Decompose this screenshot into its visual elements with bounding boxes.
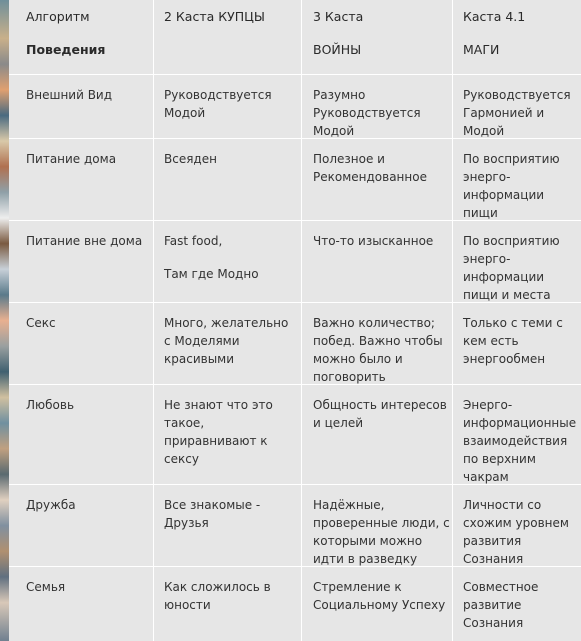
table-cell: [313, 314, 443, 386]
table-cell: [463, 86, 571, 140]
header-warriors-cell: [313, 8, 363, 59]
table-cell: [313, 578, 445, 614]
cell-line: юности: [164, 598, 211, 612]
cell-line: Все знакомые -: [164, 498, 261, 512]
cell-line: информации: [463, 270, 545, 284]
cell-line: Много, желательно: [164, 316, 289, 330]
cell-line: проверенные люди, с: [313, 516, 450, 530]
cell-line: пищи и места: [463, 288, 551, 302]
column-divider: [452, 0, 453, 641]
cell-line: Не знают что это: [164, 398, 273, 412]
cell-line: Сознания: [463, 552, 524, 566]
row-divider: [9, 74, 581, 75]
cell-line: побед. Важно чтобы: [313, 334, 443, 348]
cell-line: развитие: [463, 598, 522, 612]
row-label: [26, 396, 74, 414]
row-label-text: Секс: [26, 316, 56, 330]
cell-line: Модой: [313, 124, 355, 138]
row-label-text: Внешний Вид: [26, 88, 113, 102]
table-cell: [463, 314, 563, 368]
table-cell: [164, 232, 259, 283]
header-mages-label: МАГИ: [463, 42, 500, 57]
header-merchants-cell: [164, 8, 265, 26]
cell-line: приравнивают к: [164, 434, 268, 448]
cell-line: пищи: [463, 206, 498, 220]
row-label: [26, 86, 112, 104]
cell-line: Гармонией и: [463, 106, 545, 120]
header-behavior-label: Поведения: [26, 42, 106, 57]
cell-line: красивыми: [164, 352, 235, 366]
table-cell: [313, 232, 433, 250]
cell-line: Fast food,: [164, 234, 223, 248]
header-warriors-caste-label: 3 Каста: [313, 9, 364, 24]
cell-line: сексу: [164, 452, 199, 466]
table-cell: [463, 232, 560, 304]
row-label: [26, 578, 65, 596]
left-image-strip: [0, 0, 9, 641]
cell-line: Что-то изысканное: [313, 234, 434, 248]
table-cell: [313, 150, 427, 186]
cell-line: схожим уровнем: [463, 516, 569, 530]
cell-line: идти в разведку: [313, 552, 418, 566]
cell-line: Друзья: [164, 516, 209, 530]
row-label-text: Питание дома: [26, 152, 117, 166]
header-mages-cell: [463, 8, 525, 59]
row-divider: [9, 384, 581, 385]
cell-line: которыми можно: [313, 534, 423, 548]
table-cell: [463, 396, 576, 486]
cell-line: энерго-: [463, 252, 511, 266]
cell-line: Важно количество;: [313, 316, 435, 330]
cell-line: Сознания: [463, 616, 524, 630]
header-warriors-label: ВОЙНЫ: [313, 42, 362, 57]
table-cell: [164, 496, 260, 532]
cell-line: информационные: [463, 416, 577, 430]
cell-line: По восприятию: [463, 152, 560, 166]
header-algorithm-label: Алгоритм: [26, 9, 90, 24]
cell-line: по верхним: [463, 452, 536, 466]
cell-line: Личности со: [463, 498, 542, 512]
table-cell: [313, 496, 450, 568]
table-cell: [463, 496, 569, 568]
cell-line: поговорить: [313, 370, 386, 384]
table-cell: [313, 86, 421, 140]
row-label: [26, 150, 116, 168]
header-algorithm-cell: [26, 8, 105, 59]
row-label: [26, 314, 56, 332]
cell-line: с Моделями: [164, 334, 240, 348]
table-cell: [313, 396, 447, 432]
cell-line: Совместное: [463, 580, 539, 594]
cell-line: Общность интересов: [313, 398, 447, 412]
cell-line: Только с теми с: [463, 316, 563, 330]
cell-line: Руководствуется: [463, 88, 571, 102]
cell-line: Модой: [463, 124, 505, 138]
row-label-text: Дружба: [26, 498, 76, 512]
table-cell: [164, 314, 288, 368]
header-mages-caste-label: Каста 4.1: [463, 9, 526, 24]
cell-line: По восприятию: [463, 234, 560, 248]
caste-comparison-table: [9, 0, 581, 641]
table-cell: [463, 578, 538, 632]
row-label-text: Семья: [26, 580, 66, 594]
cell-line: Разумно: [313, 88, 366, 102]
cell-line: можно было и: [313, 352, 403, 366]
table-cell: [164, 150, 217, 168]
cell-line: кем есть: [463, 334, 519, 348]
cell-line: и целей: [313, 416, 364, 430]
cell-line: такое,: [164, 416, 205, 430]
cell-line: Энерго-: [463, 398, 513, 412]
row-label: [26, 232, 142, 250]
row-label: [26, 496, 76, 514]
cell-line: Стремление к: [313, 580, 402, 594]
table-cell: [164, 578, 271, 614]
cell-line: Всеяден: [164, 152, 217, 166]
cell-line: развития: [463, 534, 522, 548]
cell-line: Полезное и: [313, 152, 385, 166]
cell-line: Руководствуется: [164, 88, 272, 102]
cell-line: энергообмен: [463, 352, 546, 366]
cell-line: Социальному Успеху: [313, 598, 446, 612]
cell-line: Там где Модно: [164, 267, 259, 281]
column-divider: [153, 0, 154, 641]
cell-line: Как сложилось в: [164, 580, 271, 594]
table-cell: [164, 86, 272, 122]
header-merchants-label: 2 Каста КУПЦЫ: [164, 9, 265, 24]
cell-line: Рекомендованное: [313, 170, 427, 184]
cell-line: информации: [463, 188, 545, 202]
cell-line: Надёжные,: [313, 498, 385, 512]
row-label-text: Питание вне дома: [26, 234, 143, 248]
row-label-text: Любовь: [26, 398, 75, 412]
table-cell: [164, 396, 273, 468]
cell-line: чакрам: [463, 470, 509, 484]
cell-line: энерго-: [463, 170, 511, 184]
table-cell: [463, 150, 560, 222]
cell-line: взаимодействия: [463, 434, 568, 448]
cell-line: Руководствуется: [313, 106, 421, 120]
cell-line: Модой: [164, 106, 206, 120]
column-divider: [301, 0, 302, 641]
